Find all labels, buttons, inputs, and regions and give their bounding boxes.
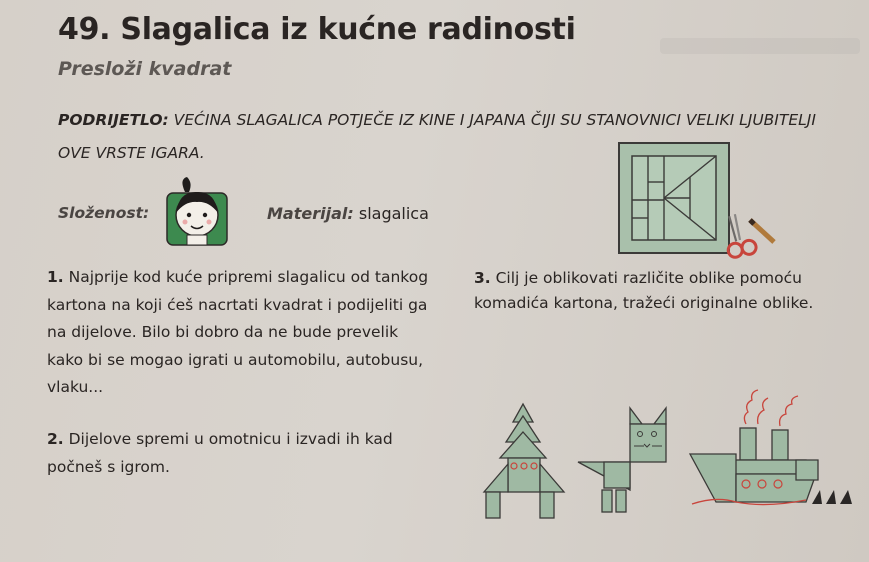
origin-label: PODRIJETLO: — [58, 111, 169, 129]
house-figure — [480, 402, 566, 524]
step-1 — [47, 264, 437, 402]
scissors-icon — [720, 210, 776, 262]
puzzle-square-icon — [618, 142, 730, 254]
bleed-through-shadow — [660, 38, 860, 54]
pencil-icon — [750, 220, 774, 242]
step-2 — [47, 426, 437, 481]
step-3-number: 3. — [474, 269, 491, 287]
step-3 — [474, 266, 854, 316]
cat-figure — [574, 404, 670, 516]
page-subtitle: Presloži kvadrat — [58, 58, 232, 80]
material — [267, 204, 429, 223]
material-label: Materijal: — [267, 204, 354, 223]
material-value: slagalica — [353, 204, 429, 223]
origin-text: VEĆINA SLAGALICA POTJEČE IZ KINE I JAPANA ČIJI SU STANOVNICI VELIKI LJUBITELJI OVE VRSTE IGARA. — [58, 111, 816, 162]
step-3-text: Cilj je oblikovati različite oblike pomoću komadića kartona, tražeći originalne oblike. — [474, 269, 814, 312]
page-title: 49. Slagalica iz kućne radinosti — [58, 12, 576, 47]
step-2-text: Dijelove spremi u omotnicu i izvadi ih kad počneš s igrom. — [47, 430, 393, 476]
complexity-label: Složenost: — [58, 204, 150, 222]
girl-face-icon — [165, 175, 229, 247]
step-1-text: Najprije kod kuće pripremi slagalicu od tankog kartona na koji ćeš nacrtati kvadrat i podijeliti ga na dijelove. Bilo bi dobro da ne bude prevelik kako bi se mogao igrati u automobilu, autobusu, vlaku... — [47, 268, 429, 396]
step-2-number: 2. — [47, 430, 64, 448]
step-1-number: 1. — [47, 268, 64, 286]
ship-figure — [686, 384, 858, 514]
